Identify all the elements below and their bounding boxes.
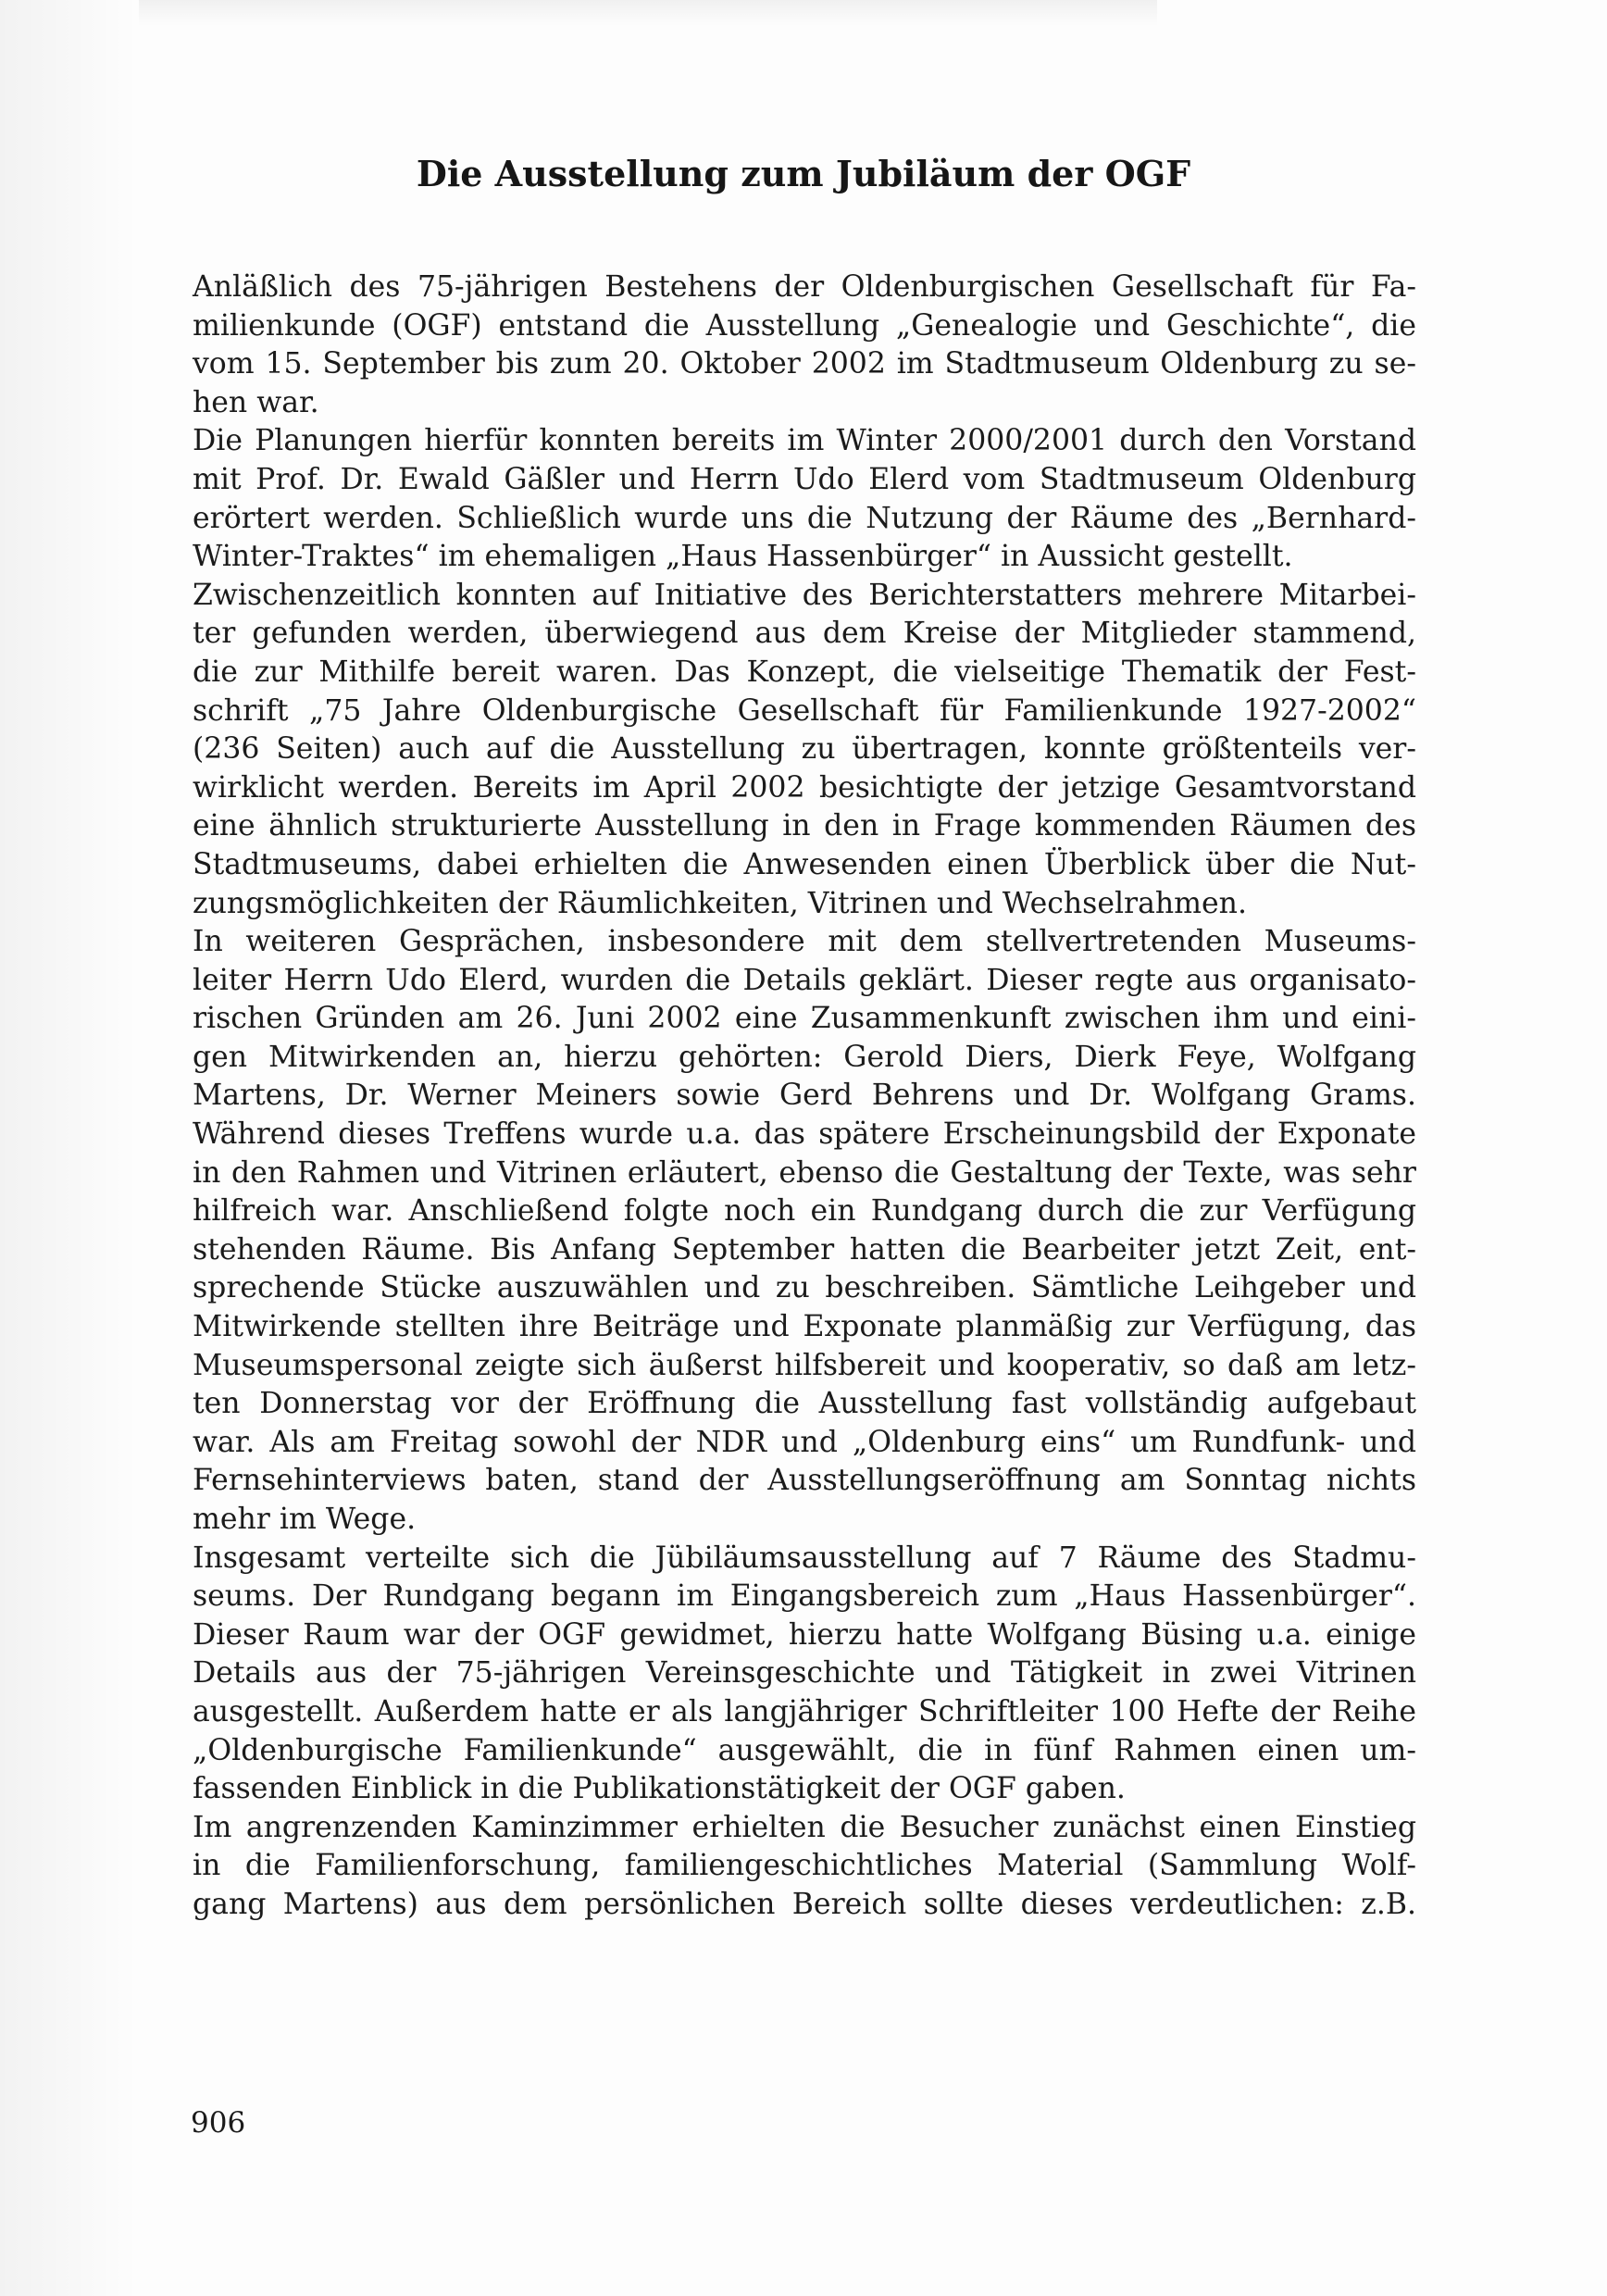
text-line: hilfreich war. Anschließend folgte noch ein Rundgang durch die zur Verfügung xyxy=(193,1194,1416,1229)
show-through-bleed xyxy=(139,0,1157,26)
text-line: schrift „75 Jahre Oldenburgische Gesellschaft für Familienkunde 1927-2002“ xyxy=(193,693,1416,728)
text-line: rischen Gründen am 26. Juni 2002 eine Zusammenkunft zwischen ihm und eini- xyxy=(193,1002,1416,1036)
text-line: ausgestellt. Außerdem hatte er als langjähriger Schriftleiter 100 Hefte der Reihe xyxy=(193,1694,1416,1728)
page-title: Die Ausstellung zum Jubiläum der OGF xyxy=(416,153,1191,194)
text-line: gen Mitwirkenden an, hierzu gehörten: Gerold Diers, Dierk Feye, Wolfgang xyxy=(193,1040,1416,1074)
text-line: mit Prof. Dr. Ewald Gäßler und Herrn Udo Elerd vom Stadtmuseum Oldenburg xyxy=(193,462,1416,496)
text-line: mehr im Wege. xyxy=(193,1503,417,1536)
text-line: erörtert werden. Schließlich wurde uns die Nutzung der Räume des „Bernhard- xyxy=(193,501,1416,535)
text-line: Fernsehinterviews baten, stand der Ausstellungseröffnung am Sonntag nichts xyxy=(193,1464,1416,1498)
text-line: Insgesamt verteilte sich die Jübiläumsausstellung auf 7 Räume des Stadmu- xyxy=(193,1541,1416,1575)
text-line: gang Martens) aus dem persönlichen Bereich sollte dieses verdeutlichen: z.B. xyxy=(193,1887,1416,1921)
text-line: Mitwirkende stellten ihre Beiträge und Exponate planmäßig zur Verfügung, das xyxy=(193,1310,1416,1344)
text-line: „Oldenburgische Familienkunde“ ausgewählt, die in fünf Rahmen einen um- xyxy=(193,1733,1416,1767)
text-line: (236 Seiten) auch auf die Ausstellung zu übertragen, konnte größtenteils ver- xyxy=(193,732,1416,767)
text-line: zungsmöglichkeiten der Räumlichkeiten, Vitrinen und Wechselrahmen. xyxy=(193,886,1247,920)
text-line: in die Familienforschung, familiengeschichtliches Material (Sammlung Wolf- xyxy=(193,1849,1416,1883)
text-line: ter gefunden werden, überwiegend aus dem Kreise der Mitglieder stammend, xyxy=(193,617,1416,651)
text-line: sprechende Stücke auszuwählen und zu beschreiben. Sämtliche Leihgeber und xyxy=(193,1271,1416,1305)
text-line: Während dieses Treffens wurde u.a. das spätere Erscheinungsbild der Exponate xyxy=(193,1117,1416,1152)
text-line: fassenden Einblick in die Publikationstätigkeit der OGF gaben. xyxy=(193,1772,1126,1806)
body-text xyxy=(193,268,1416,1925)
text-line: milienkunde (OGF) entstand die Ausstellung „Genealogie und Geschichte“, die xyxy=(193,308,1416,343)
text-line: vom 15. September bis zum 20. Oktober 2002 im Stadtmuseum Oldenburg zu se- xyxy=(193,347,1416,381)
text-line: Zwischenzeitlich konnten auf Initiative des Berichterstatters mehrere Mitarbei- xyxy=(193,578,1416,612)
text-line: Museumspersonal zeigte sich äußerst hilfsbereit und kooperativ, so daß am letz- xyxy=(193,1348,1416,1382)
text-line: Die Planungen hierfür konnten bereits im Winter 2000/2001 durch den Vorstand xyxy=(193,424,1416,458)
text-line: Winter-Traktes“ im ehemaligen „Haus Hassenbürger“ in Aussicht gestellt. xyxy=(193,540,1293,574)
text-line: wirklicht werden. Bereits im April 2002 besichtigte der jetzige Gesamtvorstand xyxy=(193,770,1416,805)
page-number: 906 xyxy=(191,2106,246,2140)
text-line: die zur Mithilfe bereit waren. Das Konzept, die vielseitige Thematik der Fest- xyxy=(193,655,1416,689)
text-line: Details aus der 75-jährigen Vereinsgeschichte und Tätigkeit in zwei Vitrinen xyxy=(193,1656,1416,1691)
text-line: Martens, Dr. Werner Meiners sowie Gerd Behrens und Dr. Wolfgang Grams. xyxy=(193,1079,1416,1113)
text-line: Im angrenzenden Kaminzimmer erhielten die Besucher zunächst einen Einstieg xyxy=(193,1810,1416,1844)
text-line: hen war. xyxy=(193,385,319,419)
text-line: Dieser Raum war der OGF gewidmet, hierzu hatte Wolfgang Büsing u.a. einige xyxy=(193,1617,1416,1652)
text-line: stehenden Räume. Bis Anfang September hatten die Bearbeiter jetzt Zeit, ent- xyxy=(193,1232,1416,1267)
text-line: ten Donnerstag vor der Eröffnung die Ausstellung fast vollständig aufgebaut xyxy=(193,1387,1416,1421)
text-line: leiter Herrn Udo Elerd, wurden die Details geklärt. Dieser regte aus organisato- xyxy=(193,963,1416,997)
text-line: Anläßlich des 75-jährigen Bestehens der Oldenburgischen Gesellschaft für Fa- xyxy=(193,270,1416,304)
text-line: in den Rahmen und Vitrinen erläutert, ebenso die Gestaltung der Texte, was sehr xyxy=(193,1155,1416,1190)
text-line: In weiteren Gesprächen, insbesondere mit dem stellvertretenden Museums- xyxy=(193,925,1416,959)
text-line: war. Als am Freitag sowohl der NDR und „Oldenburg eins“ um Rundfunk- und xyxy=(193,1425,1416,1459)
text-line: eine ähnlich strukturierte Ausstellung in den in Frage kommenden Räumen des xyxy=(193,809,1416,843)
text-line: seums. Der Rundgang begann im Eingangsbereich zum „Haus Hassenbürger“. xyxy=(193,1579,1416,1614)
scan-shadow xyxy=(0,0,139,2296)
text-line: Stadtmuseums, dabei erhielten die Anwesenden einen Überblick über die Nut- xyxy=(193,847,1416,881)
